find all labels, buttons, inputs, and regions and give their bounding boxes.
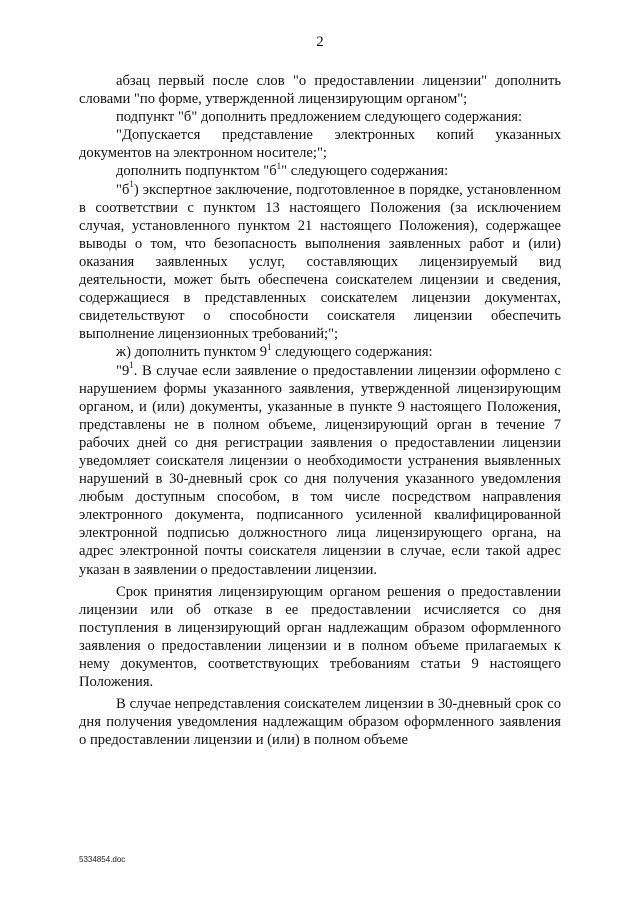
page-number: 2	[316, 34, 324, 50]
paragraph-7: "$9^1$. В случае если заявление о предоставлении лицензии оформлено с нарушением формы указанного заявления, утвержденной лицензирующим органом, и (или) документы, указанные в пункте 9 настоящего Положения, представлены не в полном объеме, лицензирующий орган в течение 7 рабочих дней со дня регистрации заявления о предоставлении лицензии уведомляет соискателя лицензии о необходимости устранения выявленных нарушений в 30-дневный срок со дня получения указанного уведомления любым доступным способом, в том числе посредством направления электронного документа, подписанного усиленной квалифицированной электронной подписью должностного лица лицензирующего органа, на адрес электронной почты соискателя лицензии в случае, если такой адрес указан в заявлении о предоставлении лицензии.	[79, 359, 561, 578]
paragraph-1: абзац первый после слов "о предоставлении лицензии" дополнить словами "по форме, утвержденной лицензирующим органом";	[79, 73, 561, 108]
paragraph-6: ж) дополнить пунктом $9^1$ следующего содержания:	[116, 341, 433, 361]
paragraph-3: "Допускается представление электронных копий указанных документов на электронном носителе;";	[79, 127, 561, 162]
paragraph-5: "$б^1$) экспертное заключение, подготовленное в порядке, установленном в соответствии с пунктом 13 настоящего Положения (за исключением случая, установленного пунктом 21 настоящего Положения), содержащее выводы о том, что безопасность выполнения заявленных работ и (или) оказания заявленных услуг, составляющих лицензируемый вид деятельности, может быть обеспечена соискателем лицензии и сведения, содержащиеся в представленных соискателем лицензии документах, свидетельствуют о способности соискателя лицензии обеспечить выполнение лицензионных требований;";	[79, 178, 561, 343]
footer-document-code: 5334854.doc	[79, 855, 126, 864]
paragraph-8: Срок принятия лицензирующим органом решения о предоставлении лицензии или об отказе в ее предоставлении исчисляется со дня поступления в лицензирующий орган надлежащим образом оформленного заявления о предоставлении лицензии и в полном объеме прилагаемых к нему документов, соответствующих требованиям статьи 9 настоящего Положения.	[79, 583, 561, 691]
document-body	[79, 72, 561, 749]
paragraph-9: В случае непредставления соискателем лицензии в 30-дневный срок со дня получения уведомления надлежащим образом оформленного заявления о предоставлении лицензии и (или) в полном объеме	[79, 696, 561, 749]
paragraph-2: подпункт "б" дополнить предложением следующего содержания:	[116, 109, 522, 126]
paragraph-4: дополнить подпунктом "$б^1$" следующего содержания:	[116, 160, 449, 180]
